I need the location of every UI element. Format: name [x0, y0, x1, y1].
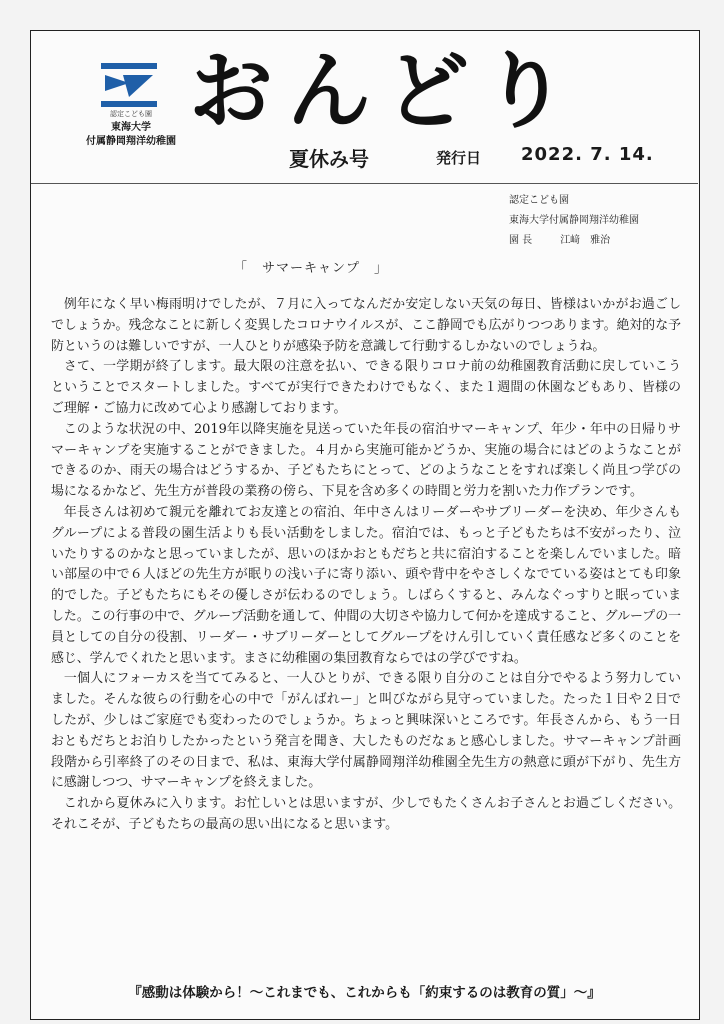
issue-date-label: 発行日 [436, 149, 482, 167]
header-divider [31, 183, 698, 184]
school-type-label: 認定こども園 [110, 110, 152, 118]
article-body [51, 295, 681, 836]
school-name [61, 121, 201, 149]
school-name-line2: 付属静岡翔洋幼稚園 [86, 136, 176, 147]
newsletter-page [30, 30, 700, 1020]
school-motto: 『感動は体験から！〜これまでも、これからも「約束するのは教育の質」〜』 [128, 985, 601, 1001]
article-paragraph: 年長さんは初めて親元を離れてお友達との宿泊、年中さんはリーダーやサブリーダーを決め、年少さんもグループによる普段の園生活よりも長い活動をしました。宿泊では、もっと子どもたちは不安がったり、泣いたりするのかなと思っていましたが、思いのほかおともだちと共に宿泊することを楽しんでいました。暗い部屋の中で６人ほどの先生方が眠りの浅い子に寄り添い、頭や背中をやさしくなでている姿はとても印象的でした。子どもたちにもその優しさが伝わるのでしょう。しばらくすると、みんなぐっすりと眠っていました。この行事の中で、グループ活動を通して、仲間の大切さや協力して何かを達成すること、グループの一員としての自分の役割、リーダー・サブリーダーとしてグループをけん引していく責任感など多くのことを感じ、学んでくれたと思います。まさに幼稚園の集団教育ならではの学びですね。 [51, 504, 681, 666]
byline-author [509, 231, 639, 251]
article-paragraph: さて、一学期が終了します。最大限の注意を払い、できる限りコロナ前の幼稚園教育活動に戻していこうということでスタートしました。すべてが実行できたわけでもなく、また１週間の休園などもあり、皆様のご理解・ご協力に改めて心より感謝しております。 [51, 359, 681, 416]
article-title: 「 サマーキャンプ 」 [233, 261, 388, 276]
byline-org: 認定こども園 [509, 195, 569, 206]
byline-role: 園 長 [509, 235, 533, 246]
masthead-title: おんどり [189, 42, 582, 140]
school-logo-icon [99, 61, 159, 109]
issue-label: 夏休み号 [289, 147, 369, 171]
byline [509, 191, 639, 251]
article-paragraph: 例年になく早い梅雨明けでしたが、７月に入ってなんだか安定しない天気の毎日、皆様はいかがお過ごしでしょうか。残念なことに新しく変異したコロナウイルスが、ここ静岡でも広がりつつあります。絶対的な予防というのは難しいですが、一人ひとりが感染予防を意識して行動するしかないのでしょうね。 [51, 297, 681, 354]
article-paragraph: このような状況の中、2019年以降実施を見送っていた年長の宿泊サマーキャンプ、年少・年中の日帰りサマーキャンプを実施することができました。４月から実施可能かどうか、実施の場合にはどのようなことができるのか、雨天の場合はどうするか、子どもたちにとって、どのようなことをすれば楽しく尚且つ学びの場になるかなど、先生方が普段の業務の傍ら、下見を含め多くの時間と労力を割いた力作プランです。 [51, 421, 681, 500]
header [31, 31, 698, 181]
byline-school: 東海大学付属静岡翔洋幼稚園 [509, 215, 639, 226]
article-paragraph: 一個人にフォーカスを当ててみると、一人ひとりが、できる限り自分のことは自分でやるよう努力していました。そんな彼らの行動を心の中で「がんばれー」と叫びながら見守っていました。たった１日や２日でしたが、少しはご家庭でも変わったのでしょうか。ちょっと興味深いところです。年長さんから、もう一日おともだちとお泊りしたかったという発言を聞き、大したものだなぁと感心しました。サマーキャンプ計画段階から引率終了のその日まで、私は、東海大学付属静岡翔洋幼稚園全先生方の熱意に頭が下がり、先生方に感謝しつつ、サマーキャンプを終えました。 [51, 671, 681, 791]
byline-name: 江﨑 雅治 [560, 235, 611, 246]
school-name-line1: 東海大学 [111, 122, 151, 133]
article-paragraph: これから夏休みに入ります。お忙しいとは思いますが、少しでもたくさんお子さんとお過ごしください。それこそが、子どもたちの最高の思い出になると思います。 [51, 796, 681, 832]
issue-date: 2022. 7. 14. [521, 144, 654, 165]
